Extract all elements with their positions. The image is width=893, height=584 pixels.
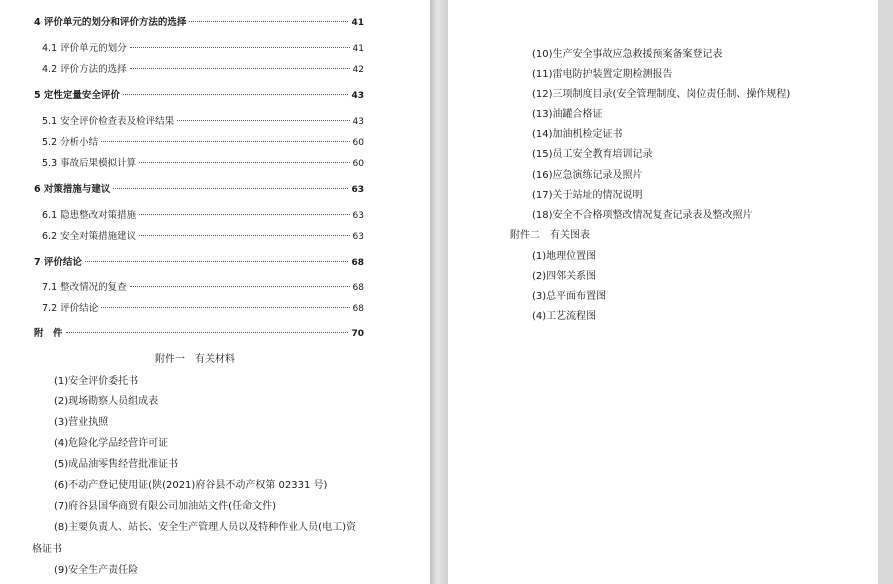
toc-entry[interactable]: 5.3 事故后果模拟计算 60: [42, 158, 364, 169]
attachment-item: (3)总平面布置图: [532, 291, 607, 302]
right-page: [448, 0, 878, 584]
attachment-item: (11)雷电防护装置定期检测报告: [532, 69, 673, 80]
toc-page-number: 60: [352, 159, 364, 169]
attachment-item: (4)工艺流程图: [532, 311, 597, 322]
attachment-item: (1)安全评价委托书: [54, 376, 139, 387]
toc-entry[interactable]: 4 评价单元的划分和评价方法的选择 41: [34, 17, 364, 28]
toc-entry[interactable]: 6.1 隐患整改对策措施 63: [42, 210, 364, 221]
toc-page-number: 63: [352, 232, 364, 242]
attachment-two-title: 附件二 有关图表: [510, 230, 590, 241]
attachment-item: (8)主要负责人、站长、安全生产管理人员以及特种作业人员(电工)资: [54, 522, 356, 533]
toc-entry[interactable]: 7 评价结论 68: [34, 257, 364, 268]
toc-page-number: 41: [352, 44, 364, 54]
attachment-item: (16)应急演练记录及照片: [532, 170, 643, 181]
toc-page-number: 43: [352, 117, 364, 127]
toc-entry[interactable]: 7.1 整改情况的复查 68: [42, 282, 364, 293]
attachment-item: (9)安全生产责任险: [54, 565, 139, 576]
toc-entry[interactable]: 7.2 评价结论 68: [42, 303, 364, 314]
attachment-item: (6)不动产登记使用证(陕(2021)府谷县不动产权第 02331 号): [54, 480, 328, 491]
toc-entry[interactable]: 5.1 安全评价检查表及检评结果 43: [42, 116, 364, 127]
toc-page-number: 68: [352, 283, 364, 293]
toc-page-number: 41: [351, 18, 364, 28]
attachment-item: (4)危险化学品经营许可证: [54, 438, 169, 449]
attachment-item-continuation: 格证书: [32, 544, 62, 555]
toc-entry[interactable]: 4.1 评价单元的划分 41: [42, 43, 364, 54]
attachment-one-title: 附件一 有关材料: [155, 354, 235, 365]
toc-page-number: 63: [352, 211, 364, 221]
attachment-item: (13)油罐合格证: [532, 109, 603, 120]
attachment-item: (1)地理位置图: [532, 251, 597, 262]
toc-page-number: 68: [351, 258, 364, 268]
attachment-item: (2)四邻关系图: [532, 271, 597, 282]
attachment-item: (3)营业执照: [54, 417, 109, 428]
toc-entry[interactable]: 5.2 分析小结 60: [42, 137, 364, 148]
attachment-item: (15)员工安全教育培训记录: [532, 149, 653, 160]
attachment-item: (12)三项制度目录(安全管理制度、岗位责任制、操作规程): [532, 89, 791, 100]
toc-page-number: 68: [352, 304, 364, 314]
toc-page-number: 70: [351, 329, 364, 339]
viewer-background: [878, 0, 893, 584]
toc-entry[interactable]: 附 件 70: [34, 328, 364, 339]
toc-entry[interactable]: 6 对策措施与建议 63: [34, 184, 364, 195]
attachment-item: (10)生产安全事故应急救援预案备案登记表: [532, 49, 723, 60]
toc-page-number: 43: [351, 91, 364, 101]
attachment-item: (5)成品油零售经营批准证书: [54, 459, 179, 470]
attachment-item: (7)府谷县国华商贸有限公司加油站文件(任命文件): [54, 501, 276, 512]
toc-entry[interactable]: 6.2 安全对策措施建议 63: [42, 231, 364, 242]
toc-entry[interactable]: 4.2 评价方法的选择 42: [42, 64, 364, 75]
attachment-item: (2)现场勘察人员组成表: [54, 396, 159, 407]
toc-entry[interactable]: 5 定性定量安全评价 43: [34, 90, 364, 101]
toc-page-number: 42: [352, 65, 364, 75]
page-gutter: [430, 0, 448, 584]
attachment-item: (17)关于站址的情况说明: [532, 190, 643, 201]
attachment-item: (14)加油机检定证书: [532, 129, 623, 140]
attachment-item: (18)安全不合格项整改情况复查记录表及整改照片: [532, 210, 753, 221]
left-page: [0, 0, 430, 584]
toc-page-number: 60: [352, 138, 364, 148]
toc-page-number: 63: [351, 185, 364, 195]
